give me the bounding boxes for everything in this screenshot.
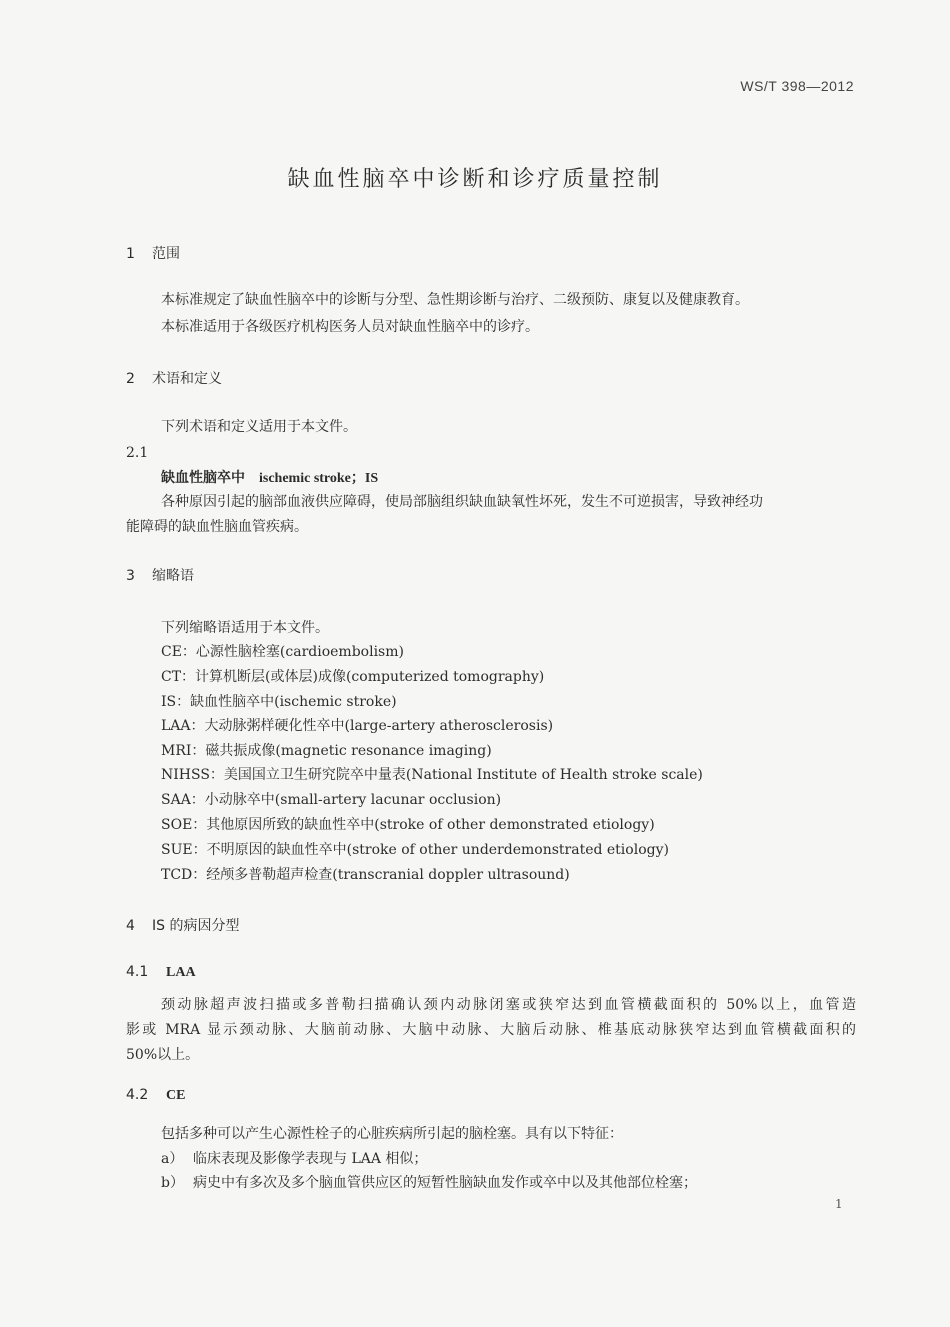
section-3-heading bbox=[126, 567, 194, 585]
list-text: 临床表现及影像学表现与 LAA 相似； bbox=[193, 1151, 428, 1167]
section-4-heading bbox=[126, 917, 239, 935]
section-number: 2 bbox=[126, 371, 135, 387]
paragraph-line: 颈动脉超声波扫描或多普勒扫描确认颈内动脉闭塞或狭窄达到血管横截面积的 50%以上，血管造 bbox=[161, 997, 856, 1013]
section-title: 术语和定义 bbox=[152, 371, 222, 387]
section-number: 4 bbox=[126, 918, 135, 934]
abbreviation-item: SOE：其他原因所致的缺血性卒中(stroke of other demonstrated etiology) bbox=[161, 817, 655, 833]
subsection-4-2-heading bbox=[126, 1086, 185, 1105]
paragraph: 本标准适用于各级医疗机构医务人员对缺血性脑卒中的诊疗。 bbox=[161, 319, 539, 335]
list-text: 病史中有多次及多个脑血管供应区的短暂性脑缺血发作或卒中以及其他部位栓塞； bbox=[193, 1175, 697, 1191]
section-number: 3 bbox=[126, 568, 135, 584]
abbreviation-item: CT：计算机断层(或体层)成像(computerized tomography) bbox=[161, 669, 545, 685]
term-english: ischemic stroke；IS bbox=[259, 471, 379, 486]
abbreviation-item: SAA：小动脉卒中(small-artery lacunar occlusion) bbox=[161, 792, 502, 808]
list-marker: b） bbox=[161, 1175, 184, 1191]
abbreviation-item: IS：缺血性脑卒中(ischemic stroke) bbox=[161, 694, 397, 710]
abbreviation-item: MRI：磁共振成像(magnetic resonance imaging) bbox=[161, 743, 492, 759]
subsection-title: CE bbox=[166, 1088, 186, 1103]
document-title: 缺血性脑卒中诊断和诊疗质量控制 bbox=[287, 167, 663, 192]
paragraph-line: 50%以上。 bbox=[126, 1047, 200, 1063]
paragraph: 本标准规定了缺血性脑卒中的诊断与分型、急性期诊断与治疗、二级预防、康复以及健康教育。 bbox=[161, 292, 749, 308]
subsection-4-1-heading bbox=[126, 963, 196, 982]
definition-line: 能障碍的缺血性脑血管疾病。 bbox=[126, 519, 308, 535]
section-title: 范围 bbox=[152, 246, 180, 262]
section-1-heading bbox=[126, 245, 180, 263]
abbreviation-item: LAA：大动脉粥样硬化性卒中(large-artery atherosclerosis) bbox=[161, 718, 554, 734]
subsection-number: 4.1 bbox=[126, 964, 149, 980]
paragraph-line: 影或 MRA 显示颈动脉、大脑前动脉、大脑中动脉、大脑后动脉、椎基底动脉狭窄达到血管横截面积的 bbox=[126, 1022, 856, 1038]
abbreviation-item: NIHSS：美国国立卫生研究院卒中量表(National Institute of Health stroke scale) bbox=[161, 767, 703, 783]
list-item bbox=[161, 1150, 427, 1168]
subsection-title: LAA bbox=[166, 965, 196, 980]
list-item bbox=[161, 1174, 697, 1192]
subsection-number: 4.2 bbox=[126, 1087, 149, 1103]
abbreviation-item: TCD：经颅多普勒超声检查(transcranial doppler ultrasound) bbox=[161, 867, 570, 883]
page-number: 1 bbox=[835, 1197, 843, 1211]
paragraph: 包括多种可以产生心源性栓子的心脏疾病所引起的脑栓塞。具有以下特征： bbox=[161, 1126, 623, 1142]
section-2-heading bbox=[126, 370, 222, 388]
list-marker: a） bbox=[161, 1151, 184, 1167]
section-title: IS 的病因分型 bbox=[152, 918, 240, 934]
paragraph: 下列缩略语适用于本文件。 bbox=[161, 620, 329, 636]
subsection-number: 2.1 bbox=[126, 445, 149, 461]
term-chinese: 缺血性脑卒中 bbox=[161, 470, 245, 486]
paragraph: 下列术语和定义适用于本文件。 bbox=[161, 419, 357, 435]
abbreviation-item: CE：心源性脑栓塞(cardioembolism) bbox=[161, 644, 404, 660]
definition-line: 各种原因引起的脑部血液供应障碍，使局部脑组织缺血缺氧性坏死，发生不可逆损害，导致神经功 bbox=[161, 494, 763, 510]
standard-code: WS/T 398—2012 bbox=[740, 78, 854, 94]
abbreviation-item: SUE：不明原因的缺血性卒中(stroke of other underdemonstrated etiology) bbox=[161, 842, 669, 858]
section-number: 1 bbox=[126, 246, 135, 262]
section-title: 缩略语 bbox=[152, 568, 194, 584]
term-entry bbox=[161, 469, 378, 488]
